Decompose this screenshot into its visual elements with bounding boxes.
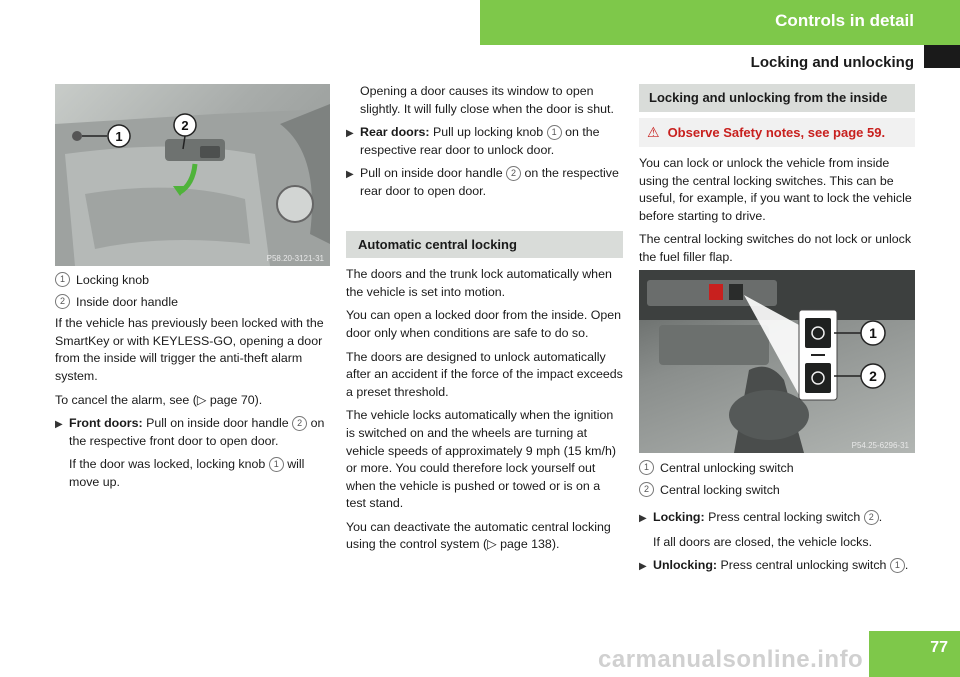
paragraph: You can lock or unlock the vehicle from inside using the central locking switches. This can be useful, for example, if you want to lock the vehicle before starting to drive. [639, 156, 912, 223]
watermark: carmanualsonline.info [598, 646, 864, 673]
ref-number: 1 [269, 457, 284, 472]
column-3 [639, 155, 916, 273]
window-paragraph: Opening a door causes its window to open slightly. It will fully close when the door is shut. [360, 84, 614, 116]
legend-item [55, 272, 330, 290]
column-3-lower [639, 460, 916, 582]
callout-1-label: 1 [115, 129, 123, 144]
ref-number: 2 [864, 510, 879, 525]
paragraph: The doors are designed to unlock automatically after an accident if the force of the impact exceeds a preset threshold. [346, 349, 623, 399]
paragraph: You can deactivate the automatic central locking using the control system (▷ page 138). [346, 519, 611, 552]
paragraph: You can open a locked door from the inside. Open door only when conditions are safe to do so. [346, 308, 622, 340]
ref-number: 2 [506, 166, 521, 181]
legend-text: Central unlocking switch [660, 461, 794, 475]
door-interior-illustration [55, 84, 330, 266]
step-text: Locking: Press central locking switch 2 . [653, 510, 883, 525]
ref-number: 1 [890, 558, 905, 573]
step-arrow-icon: ▶ [346, 169, 354, 181]
instruction-step [639, 557, 916, 576]
instruction-step [639, 509, 916, 528]
step-arrow-icon: ▶ [346, 128, 354, 140]
step-arrow-icon: ▶ [639, 513, 647, 525]
door-interior-photo [55, 84, 330, 266]
instruction-step [55, 415, 330, 450]
chapter-title: Controls in detail [775, 11, 914, 30]
legend-text: Inside door handle [76, 294, 178, 309]
section-heading: Locking and unlocking from the inside [639, 84, 915, 112]
instruction-step [346, 124, 623, 159]
section-title: Locking and unlocking [750, 54, 914, 71]
knob-note: If the door was locked, locking knob 1 will move up. [69, 457, 305, 489]
callout-2-label: 2 [181, 118, 189, 133]
paragraph: The central locking switches do not lock or unlock the fuel filler flap. [639, 232, 912, 264]
instruction-step [346, 165, 623, 200]
paragraph: The vehicle locks automatically when the ignition is switched on and the wheels are turning at vehicle speeds of approximately 9 mph (15 km/h) or more. You could therefore lock yourself out when the vehicle is pushed or towed or is on a test stand. [346, 408, 616, 511]
center-console-illustration [639, 270, 915, 453]
legend-number: 1 [55, 272, 70, 287]
figure-code: P54.25-6296-31 [851, 441, 909, 450]
warning-text: Observe Safety notes, see page 59. [667, 124, 886, 140]
ref-number: 2 [292, 416, 307, 431]
legend-number: 2 [55, 294, 70, 309]
callout-2-label: 2 [869, 368, 877, 384]
step-arrow-icon: ▶ [55, 419, 63, 431]
legend-number: 2 [639, 482, 654, 497]
step-text: Pull on inside door handle 2 on the respective rear door to open door. [360, 166, 619, 198]
center-console-photo [639, 270, 915, 453]
step-text: Unlocking: Press central unlocking switch 1 . [653, 558, 909, 573]
column-2 [346, 83, 623, 560]
cancel-alarm-paragraph: To cancel the alarm, see (▷ page 70). [55, 392, 263, 407]
section-heading: Automatic central locking [346, 231, 623, 259]
warning-box [639, 118, 915, 147]
legend-item [55, 294, 330, 312]
step-text: Rear doors: Pull up locking knob 1 on the respective rear door to unlock door. [360, 125, 600, 157]
legend-item [639, 460, 916, 478]
column-1 [55, 272, 330, 498]
page-number-box [869, 631, 960, 677]
callout-1-label: 1 [869, 325, 877, 341]
legend-text: Locking knob [76, 273, 150, 287]
legend-text: Central locking switch [660, 482, 780, 497]
ref-number: 1 [547, 125, 562, 140]
header-tab-marker [924, 45, 960, 68]
legend-number: 1 [639, 460, 654, 475]
lock-note: If all doors are closed, the vehicle locks. [653, 534, 873, 549]
figure-code: P58.20-3121-31 [266, 254, 324, 263]
legend-item [639, 482, 916, 500]
warning-triangle-icon: ⚠ [647, 123, 660, 140]
step-text: Front doors: Pull on inside door handle 2 on the respective front door to open door. [69, 416, 325, 448]
column-3-header [639, 84, 915, 147]
alarm-paragraph: If the vehicle has previously been locked with the SmartKey or with KEYLESS-GO, opening a door from the inside will trigger the anti-theft alarm system. [55, 316, 324, 383]
paragraph: The doors and the trunk lock automatically when the vehicle is set into motion. [346, 267, 612, 299]
step-arrow-icon: ▶ [639, 561, 647, 573]
page-number: 77 [930, 639, 948, 656]
